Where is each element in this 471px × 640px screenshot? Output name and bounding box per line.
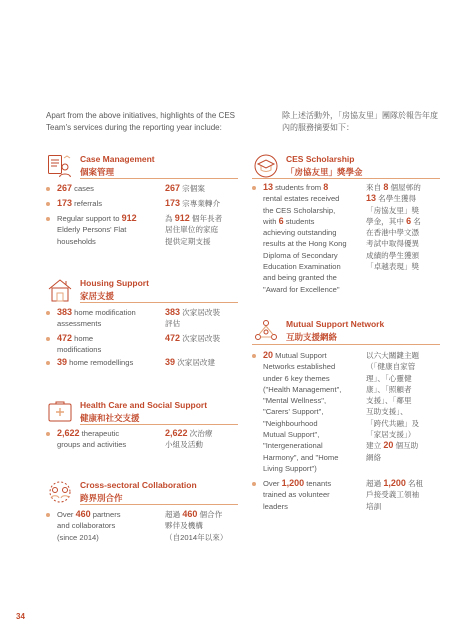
stat-zh — [165, 183, 205, 194]
stat-label-zh: 康」、「照顧者 — [366, 384, 412, 394]
stat-label-zh: 名 — [411, 216, 421, 226]
bullet-icon — [46, 202, 50, 206]
page-number: 34 — [16, 612, 25, 621]
mutual-support-header — [252, 317, 384, 345]
stat-number: 39 — [165, 357, 176, 367]
stat-number: 460 — [182, 509, 198, 519]
list-item — [252, 350, 341, 474]
stat-number: 472 — [165, 333, 181, 343]
bullet-icon — [46, 361, 50, 365]
bullet-icon — [46, 187, 50, 191]
stat-label: Mutual Support — [273, 351, 327, 360]
stat-number: 6 — [406, 215, 412, 226]
stat-number: 383 — [57, 307, 73, 317]
stat-label: "Neighbourhood — [263, 418, 318, 428]
stat-label-zh: 考試中取得優異 — [366, 239, 420, 249]
health-care-title-en: Health Care and Social Support — [80, 400, 208, 410]
stat-label-zh: 在香港中學文憑 — [366, 228, 420, 238]
stat-label: students from — [273, 183, 324, 192]
stat-label: rental estates received — [263, 194, 340, 204]
stat-label-zh: 評估 — [165, 319, 181, 329]
stat-label-zh: 小組及活動 — [165, 440, 203, 450]
stat-label-zh: 次家居改裝 — [180, 334, 221, 343]
stat-label: ("Health Management", — [263, 384, 342, 394]
stat-label: Over — [263, 479, 282, 488]
stat-label-zh: 「家居支援」） — [366, 430, 416, 440]
stat-label: "Carers' Support", — [263, 407, 324, 417]
housing-support-header — [46, 276, 149, 304]
stat-number: 173 — [57, 198, 73, 208]
stat-label-zh: 次家居改裝 — [180, 308, 221, 317]
stat-label: "Award for Excellence" — [263, 284, 340, 294]
stat-label-zh: 「跨代共融」及 — [366, 418, 420, 428]
stat-label: leaders — [263, 501, 288, 511]
stat-number: 912 — [174, 213, 190, 223]
cross-sectoral-rule — [80, 504, 238, 505]
stat-label: assessments — [57, 319, 102, 329]
stat-label: Networks established — [263, 362, 336, 372]
list-item — [252, 182, 347, 295]
stat-label: "Mental Wellness", — [263, 396, 327, 406]
stat-label: Living Support") — [263, 463, 317, 473]
case-management-title-en: Case Management — [80, 154, 155, 164]
mutual-support-title-zh: 互助支援網絡 — [286, 332, 338, 342]
stat-number: 472 — [57, 333, 73, 343]
scholarship-header — [252, 152, 363, 180]
stat-label-zh: 宗專業轉介 — [180, 199, 221, 208]
stat-label-zh: 戶接受義工領袖 — [366, 490, 420, 500]
stat-label-zh: 以六大關鍵主題 — [366, 351, 420, 360]
scholarship-title-en: CES Scholarship — [286, 154, 355, 164]
stat-label: referrals — [72, 199, 102, 208]
stat-label: trained as volunteer — [263, 490, 330, 500]
stat-label: home remodellings — [67, 358, 134, 367]
stat-number: 383 — [165, 307, 181, 317]
stat-label: Harmony", and "Home — [263, 452, 339, 462]
stat-label: results at the Hong Kong — [263, 239, 347, 249]
stat-label: modifications — [57, 345, 102, 355]
stat-number: 6 — [278, 215, 284, 226]
stat-label-zh: 為 — [165, 214, 175, 223]
stat-label-zh: 超過 — [366, 479, 384, 488]
stat-label-zh: 居住單位的家庭 — [165, 225, 219, 235]
stat-label: Diploma of Secondary — [263, 250, 338, 260]
stat-label-zh: 個屋邨的 — [388, 183, 421, 192]
stat-label-zh: 培訓 — [366, 501, 382, 511]
stat-zh — [366, 182, 421, 272]
list-item — [46, 509, 121, 543]
list-item — [46, 333, 101, 356]
stat-label: Mutual Support", — [263, 430, 320, 440]
stat-label-zh: 個年長者 — [189, 214, 223, 223]
stat-number: 20 — [383, 440, 394, 451]
health-care-rule — [80, 424, 238, 425]
cross-sectoral-title-en: Cross-sectoral Collaboration — [80, 480, 197, 490]
stat-label: Elderly Persons' Flat — [57, 225, 127, 235]
stat-label: with — [263, 216, 279, 226]
stat-number: 8 — [323, 182, 329, 192]
housing-support-title-zh: 家居支援 — [80, 291, 115, 301]
bullet-icon — [46, 217, 50, 221]
stat-label: Over — [57, 510, 76, 519]
stat-label-zh: 理」、「心靈健 — [366, 373, 412, 383]
stat-label-zh: 個合作 — [197, 510, 223, 519]
stat-number: 13 — [263, 182, 274, 192]
stat-number: 13 — [366, 193, 377, 204]
cross-sectoral-title-zh: 跨界別合作 — [80, 493, 123, 503]
stat-label: home — [72, 334, 94, 343]
stat-label-zh: 宗個案 — [180, 184, 205, 193]
cross-sectoral-header — [46, 478, 197, 506]
stat-number: 39 — [57, 357, 68, 367]
case-management-icon — [46, 152, 74, 180]
list-item — [46, 357, 133, 368]
stat-label: Education Examination — [263, 262, 341, 272]
housing-support-rule — [80, 302, 238, 303]
stat-number: 267 — [165, 183, 181, 193]
health-care-title-zh: 健康和社交支援 — [80, 413, 140, 423]
mutual-support-title-en: Mutual Support Network — [286, 319, 385, 329]
stat-zh — [366, 350, 419, 463]
stat-label-zh: 次治療 — [187, 429, 213, 438]
intro-en: Apart from the above initiatives, highlights of the CES Team's services during the reporting year include: — [46, 111, 235, 132]
stat-label-zh: 學金，其中 — [366, 216, 407, 226]
graduation-cap-icon — [252, 152, 280, 180]
bullet-icon — [46, 311, 50, 315]
collaboration-icon — [46, 478, 74, 506]
stat-label-zh: 個互助 — [393, 441, 419, 451]
stat-label-zh: 提供定期支援 — [165, 236, 211, 246]
health-care-header — [46, 398, 207, 426]
stat-label-zh: 支援」、「鄰里 — [366, 396, 412, 406]
stat-label: achieving outstanding — [263, 228, 337, 238]
mutual-support-rule — [252, 344, 440, 345]
stat-label: and being granted the — [263, 273, 337, 283]
list-item — [46, 213, 137, 247]
stat-label: households — [57, 236, 96, 246]
bullet-icon — [46, 432, 50, 436]
stat-label: "Intergenerational — [263, 441, 323, 451]
mutual-support-icon — [252, 317, 280, 345]
stat-zh — [366, 478, 423, 512]
stat-label: (since 2014) — [57, 532, 99, 542]
bullet-icon — [252, 482, 256, 486]
stat-label: under 6 key themes — [263, 373, 330, 383]
bullet-icon — [252, 186, 256, 190]
stat-number: 460 — [75, 509, 91, 519]
list-item — [46, 198, 102, 209]
stat-label: cases — [72, 184, 94, 193]
housing-support-title-en: Housing Support — [80, 278, 149, 288]
stat-label-zh: （自2014年以來） — [165, 532, 228, 542]
stat-number: 8 — [383, 182, 389, 192]
bullet-icon — [46, 513, 50, 517]
list-item — [46, 428, 126, 451]
intro-zh-1: 除上述活動外，「房協友里」團隊於報告年度 — [282, 111, 438, 120]
stat-zh — [165, 509, 227, 543]
stat-label: the CES Scholarship, — [263, 205, 336, 215]
case-management-header — [46, 152, 155, 180]
stat-label: students — [283, 216, 315, 226]
stat-label-zh: 「房協友里」獎 — [366, 205, 420, 215]
stat-number: 20 — [263, 350, 274, 360]
bullet-icon — [46, 337, 50, 341]
stat-label-zh: 名租 — [405, 479, 424, 488]
bullet-icon — [252, 354, 256, 358]
case-management-rule — [80, 178, 238, 179]
stat-zh — [165, 307, 220, 330]
stat-label-zh: 夥伴及機構 — [165, 521, 203, 531]
stat-number: 912 — [121, 213, 137, 223]
stat-label: tenants — [304, 479, 332, 488]
stat-label-zh: 網絡 — [366, 452, 382, 462]
stat-zh — [165, 333, 220, 344]
stat-label-zh: 名學生獲得 — [376, 194, 417, 204]
stat-label: home modification — [72, 308, 136, 317]
stat-label-zh: 來自 — [366, 183, 384, 192]
stat-zh — [165, 198, 220, 209]
stat-label: and collaborators — [57, 521, 116, 531]
health-care-icon — [46, 398, 74, 426]
stat-number: 173 — [165, 198, 181, 208]
stat-label-zh: 超過 — [165, 510, 183, 519]
stat-label-zh: （「健康自家管 — [366, 362, 416, 372]
stat-number: 1,200 — [281, 478, 305, 488]
stat-label: partners — [90, 510, 121, 519]
stat-number: 267 — [57, 183, 73, 193]
list-item — [46, 307, 136, 330]
stat-label: groups and activities — [57, 440, 127, 450]
house-icon — [46, 276, 74, 304]
stat-label-zh: 「卓越表現」獎 — [366, 262, 420, 272]
stat-label-zh: 成績的學生獲頒 — [366, 250, 420, 260]
stat-zh — [165, 213, 222, 247]
stat-label: therapeutic — [79, 429, 120, 438]
list-item — [46, 183, 94, 194]
list-item — [252, 478, 331, 512]
case-management-title-zh: 個案管理 — [80, 167, 115, 177]
stat-number: 1,200 — [383, 478, 406, 488]
stat-zh — [165, 357, 215, 368]
scholarship-rule — [252, 178, 440, 179]
stat-number: 2,622 — [165, 428, 188, 438]
scholarship-title-zh: 「房協友里」獎學金 — [286, 167, 363, 177]
stat-label-zh: 互助支援」、 — [366, 407, 408, 417]
intro-zh-2: 內的服務摘要如下： — [282, 123, 354, 132]
stat-label-zh: 建立 — [366, 441, 384, 451]
stat-label-zh: 次家居改建 — [175, 358, 216, 367]
stat-label: Regular support to — [57, 214, 122, 223]
stat-zh — [165, 428, 212, 451]
stat-number: 2,622 — [57, 428, 80, 438]
